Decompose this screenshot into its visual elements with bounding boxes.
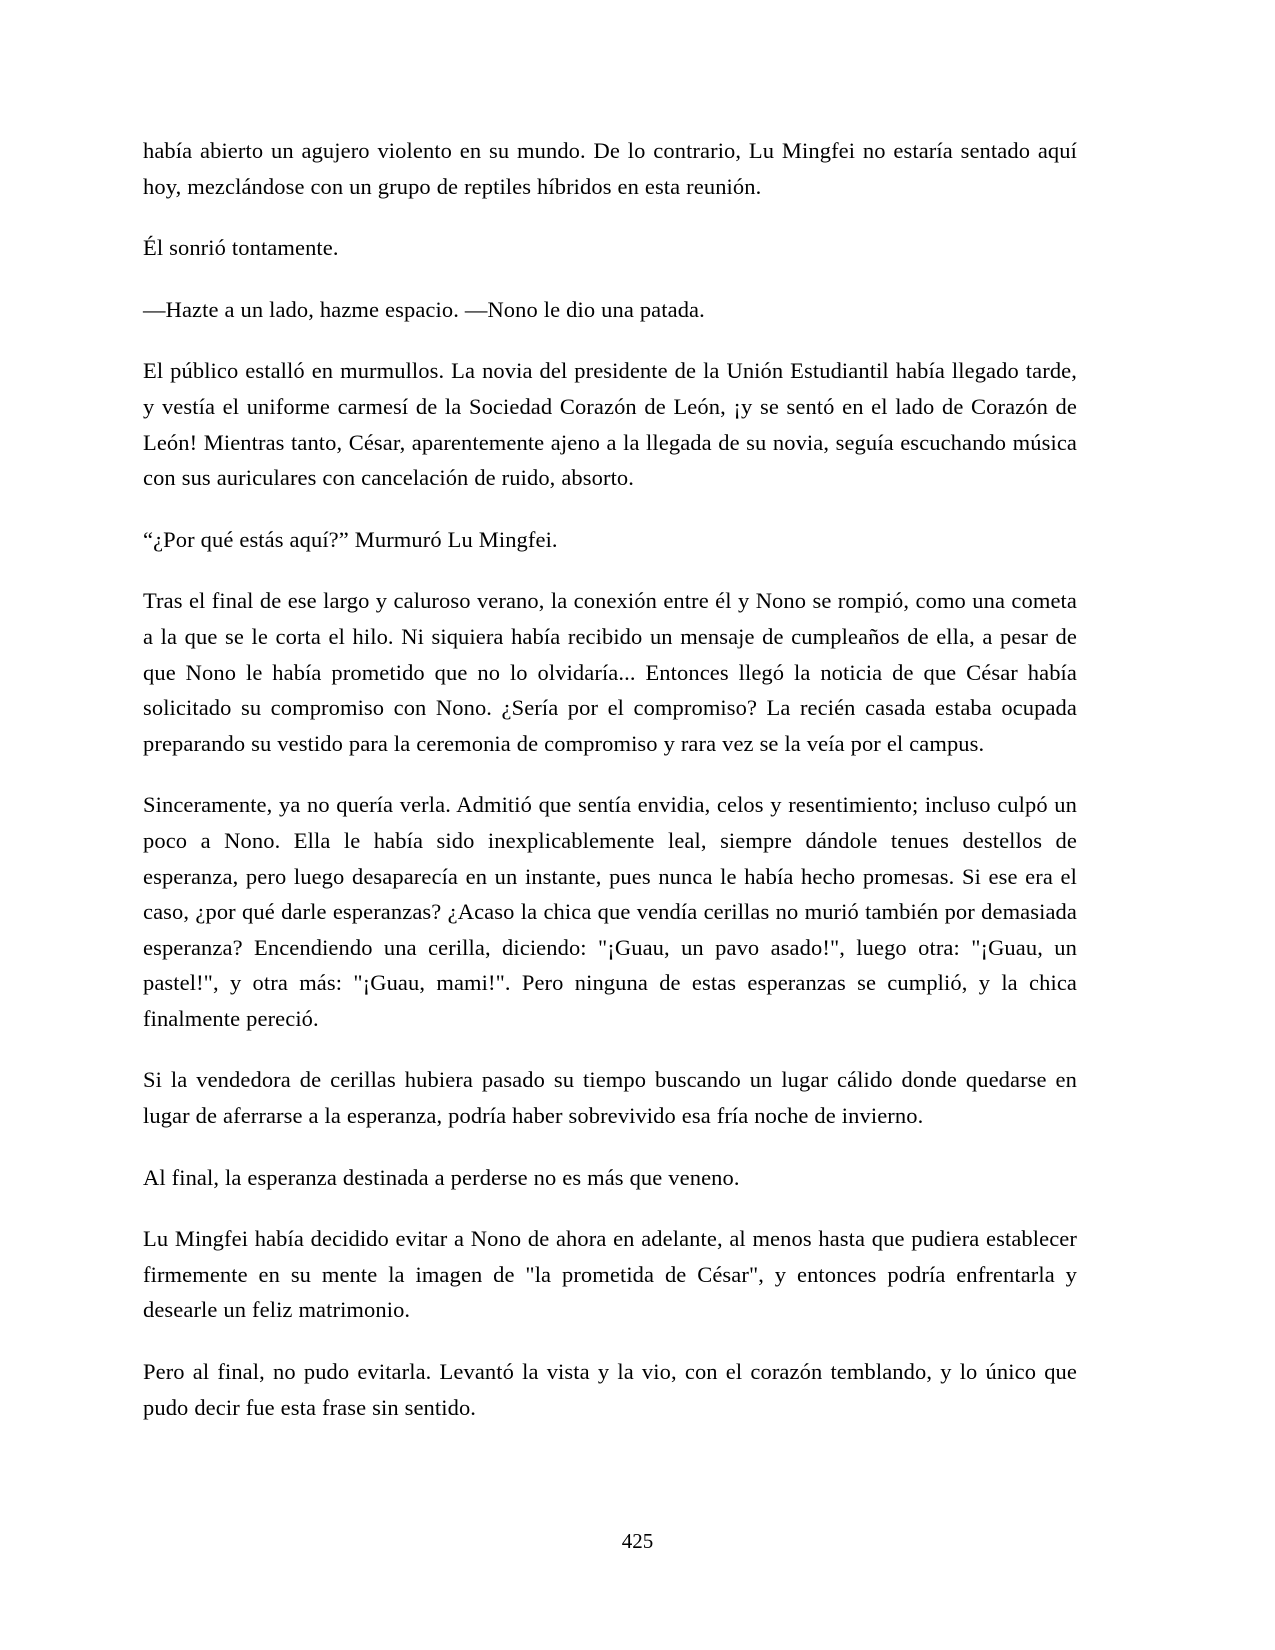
paragraph: había abierto un agujero violento en su mundo. De lo contrario, Lu Mingfei no estaría sentado aquí hoy, mezclándose con un grupo de reptiles híbridos en esta reunión.: [143, 138, 1077, 199]
paragraph: —Hazte a un lado, hazme espacio. —Nono le dio una patada.: [143, 296, 705, 322]
paragraph: Él sonrió tontamente.: [143, 235, 339, 261]
paragraph: Sinceramente, ya no quería verla. Admitió que sentía envidia, celos y resentimiento; incluso culpó un poco a Nono. Ella le había sido inexplicablemente leal, siempre dándole tenues destellos de esperanza, pero luego desaparecía en un instante, pues nunca le había hecho promesas. Si ese era el caso, ¿por qué darle esperanzas? ¿Acaso la chica que vendía cerillas no murió también por demasiada esperanza? Encendiendo una cerilla, diciendo: "¡Guau, un pavo asado!", luego otra: "¡Guau, un pastel!", y otra más: "¡Guau, mami!". Pero ninguna de estas esperanzas se cumplió, y la chica finalmente pereció.: [143, 792, 1077, 1031]
paragraph: Al final, la esperanza destinada a perderse no es más que veneno.: [143, 1164, 740, 1190]
page-number: 425: [621, 1529, 654, 1553]
paragraph: Lu Mingfei había decidido evitar a Nono de ahora en adelante, al menos hasta que pudiera establecer firmemente en su mente la imagen de "la prometida de César", y entonces podría enfrentarla y desearle un feliz matrimonio.: [143, 1226, 1077, 1323]
paragraph: “¿Por qué estás aquí?” Murmuró Lu Mingfei.: [143, 526, 558, 552]
paragraph: Si la vendedora de cerillas hubiera pasado su tiempo buscando un lugar cálido donde quedarse en lugar de aferrarse a la esperanza, podría haber sobrevivido esa fría noche de invierno.: [143, 1067, 1077, 1129]
body-text-block: [143, 133, 1077, 1425]
paragraph: El público estalló en murmullos. La novia del presidente de la Unión Estudiantil había llegado tarde, y vestía el uniforme carmesí de la Sociedad Corazón de León, ¡y se sentó en el lado de Corazón de León! Mientras tanto, César, aparentemente ajeno a la llegada de su novia, seguía escuchando música con sus auriculares con cancelación de ruido, absorto.: [143, 358, 1077, 491]
paragraph: Pero al final, no pudo evitarla. Levantó la vista y la vio, con el corazón temblando, y lo único que pudo decir fue esta frase sin sentido.: [143, 1359, 1077, 1420]
paragraph: Tras el final de ese largo y caluroso verano, la conexión entre él y Nono se rompió, como una cometa a la que se le corta el hilo. Ni siquiera había recibido un mensaje de cumpleaños de ella, a pesar de que Nono le había prometido que no lo olvidaría... Entonces llegó la noticia de que César había solicitado su compromiso con Nono. ¿Sería por el compromiso? La recién casada estaba ocupada preparando su vestido para la ceremonia de compromiso y rara vez se la veía por el campus.: [143, 588, 1077, 756]
